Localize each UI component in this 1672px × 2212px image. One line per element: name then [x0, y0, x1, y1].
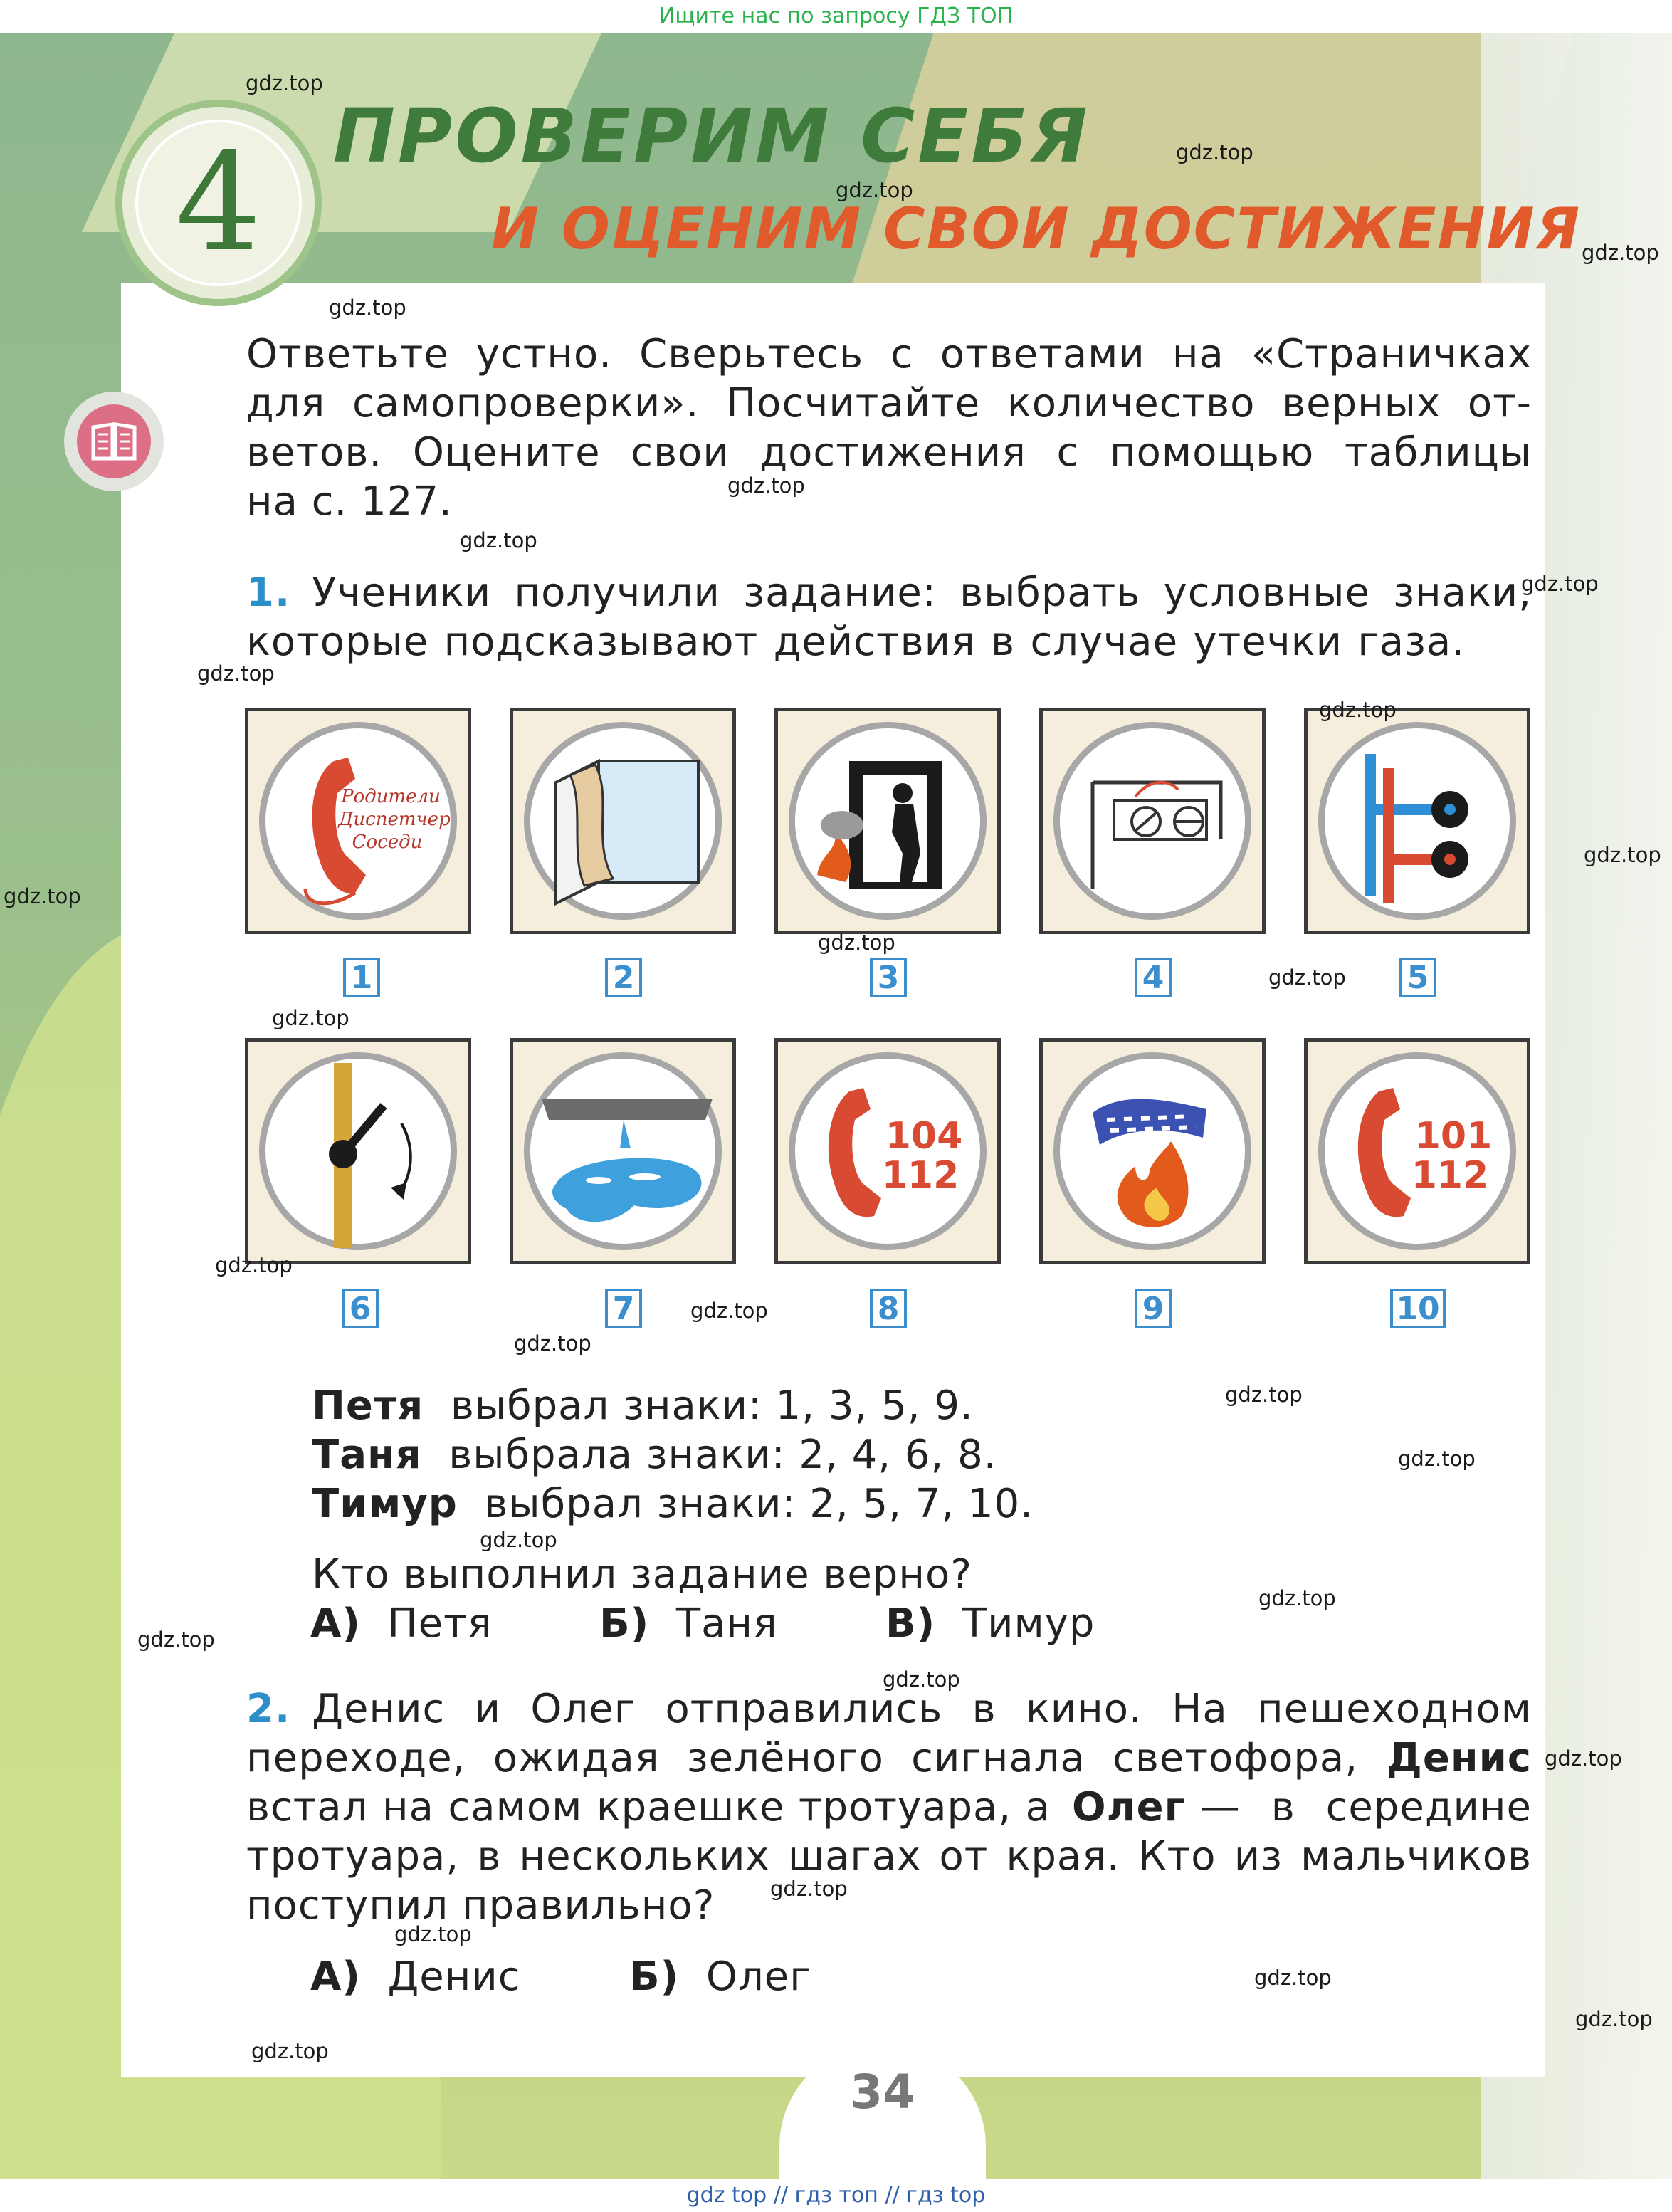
- sign-9: [1039, 1038, 1266, 1264]
- task1-text: Ученики получили задание: выбрать условные знаки,: [312, 570, 1532, 616]
- answer-option: В) Тимур: [885, 1600, 1095, 1647]
- close-gas-tap-icon: [248, 1042, 475, 1268]
- sign-label: 9: [1135, 1289, 1172, 1328]
- phone-emergency-icon: [778, 1042, 1004, 1268]
- sign-label: 3: [870, 958, 907, 997]
- open-window-icon: [513, 711, 740, 938]
- sign-6: [245, 1038, 471, 1264]
- book-icon: [64, 392, 164, 491]
- watermark: gdz.top: [1582, 241, 1659, 265]
- sign-8-text: 104: [885, 1115, 963, 1158]
- sign-3: [774, 708, 1001, 934]
- sign-10-text: 101: [1414, 1115, 1493, 1158]
- sign-4: [1039, 708, 1266, 934]
- watermark: gdz.top: [480, 1528, 557, 1552]
- student-name: Таня: [312, 1432, 422, 1478]
- sign-label: 6: [342, 1289, 379, 1328]
- watermark: gdz.top: [394, 1922, 472, 1946]
- phone-contacts-icon: [248, 711, 475, 938]
- leave-building-icon: [778, 711, 1004, 938]
- watermark: gdz.top: [690, 1299, 768, 1323]
- phone-fire-icon: [1308, 1042, 1534, 1268]
- sign-10-text: 112: [1411, 1154, 1489, 1197]
- chapter-number: 4: [175, 124, 262, 281]
- task1-question: Кто выполнил задание верно?: [312, 1551, 972, 1598]
- watermark: gdz.top: [1398, 1447, 1476, 1471]
- fire-blanket-icon: [1043, 1042, 1269, 1268]
- sign-label: 5: [1399, 958, 1436, 997]
- watermark: gdz.top: [818, 931, 895, 955]
- watermark: gdz.top: [137, 1627, 215, 1652]
- sign-1-text: Соседи: [352, 832, 423, 853]
- intro-line: для самопроверки». Посчитайте количество верных от-: [246, 380, 1532, 426]
- task1-number: 1.: [246, 570, 291, 616]
- intro-line: ветов. Оцените свои достижения с помощью таблицы: [246, 429, 1532, 476]
- sign-1: [245, 708, 471, 934]
- sign-7: [510, 1038, 736, 1264]
- watermark: gdz.top: [770, 1877, 848, 1901]
- student-name: Тимур: [312, 1481, 458, 1527]
- watermark: gdz.top: [883, 1667, 960, 1692]
- intro-line: на с. 127.: [246, 478, 453, 525]
- answer-option: А) Петя: [310, 1600, 493, 1647]
- answer-option: Б) Таня: [599, 1600, 778, 1647]
- watermark: gdz.top: [836, 178, 913, 202]
- close-gas-valves-icon: [1308, 711, 1534, 938]
- watermark: gdz.top: [1521, 572, 1599, 596]
- watermark: gdz.top: [1545, 1746, 1622, 1771]
- boy-name: Олег: [1072, 1784, 1186, 1830]
- bottom-banner: gdz top // гдз топ // гдз top: [0, 2179, 1672, 2212]
- task1-line1: [246, 570, 1532, 616]
- watermark: gdz.top: [197, 661, 275, 686]
- choice-line: Петя выбрал знаки: 1, 3, 5, 9.: [312, 1383, 974, 1429]
- watermark: gdz.top: [4, 884, 81, 908]
- watermark: gdz.top: [272, 1006, 349, 1030]
- sign-8: [774, 1038, 1001, 1264]
- water-leak-icon: [513, 1042, 740, 1268]
- sign-8-text: 112: [881, 1154, 959, 1197]
- sign-label: 4: [1135, 958, 1172, 997]
- student-name: Петя: [312, 1383, 424, 1429]
- task2-line2: переходе, ожидая зелёного сигнала светофора, Денис: [246, 1735, 1532, 1781]
- watermark: gdz.top: [1319, 698, 1397, 722]
- sign-2: [510, 708, 736, 934]
- watermark: gdz.top: [329, 295, 406, 320]
- watermark: gdz.top: [215, 1253, 293, 1277]
- watermark: gdz.top: [251, 2039, 329, 2063]
- watermark: gdz.top: [514, 1331, 591, 1356]
- sign-label: 1: [343, 958, 380, 997]
- switch-off-electricity-icon: [1043, 711, 1269, 938]
- top-banner: Ищите нас по запросу ГДЗ ТОП: [0, 0, 1672, 33]
- watermark: gdz.top: [1254, 1966, 1332, 1990]
- watermark: gdz.top: [1225, 1383, 1303, 1407]
- boy-name: Денис: [1387, 1735, 1532, 1781]
- sign-label: 8: [870, 1289, 907, 1328]
- sign-label: 2: [605, 958, 642, 997]
- watermark: gdz.top: [1268, 965, 1346, 990]
- watermark: gdz.top: [1258, 1586, 1336, 1610]
- sign-5: [1304, 708, 1530, 934]
- sign-1-text: Диспетчер: [338, 809, 451, 830]
- watermark: gdz.top: [1176, 140, 1253, 164]
- chapter-subtitle: И ОЦЕНИМ СВОИ ДОСТИЖЕНИЯ: [491, 196, 1582, 262]
- task2-line1: 2. Денис и Олег отправились в кино. На пешеходном: [246, 1686, 1532, 1732]
- answer-option: А) Денис: [310, 1954, 521, 2000]
- task2-line5: поступил правильно?: [246, 1882, 715, 1929]
- intro-line: Ответьте устно. Сверьтесь с ответами на «Страничках: [246, 331, 1532, 377]
- sign-label: 10: [1390, 1289, 1446, 1328]
- sign-10: [1304, 1038, 1530, 1264]
- task1-line2: которые подсказывают действия в случае утечки газа.: [246, 619, 1465, 665]
- answer-option: Б) Олег: [629, 1954, 811, 2000]
- sign-1-text: Родители: [341, 786, 441, 807]
- watermark: gdz.top: [1575, 2007, 1653, 2031]
- chapter-title: ПРОВЕРИМ СЕБЯ: [333, 93, 1090, 179]
- watermark: gdz.top: [727, 473, 805, 498]
- task2-line3: встал на самом краешке тротуара, а Олег — в середине: [246, 1784, 1532, 1830]
- watermark: gdz.top: [460, 528, 537, 552]
- choice-line: Таня выбрала знаки: 2, 4, 6, 8.: [312, 1432, 997, 1478]
- watermark: gdz.top: [246, 71, 323, 95]
- sign-label: 7: [605, 1289, 642, 1328]
- page-number: 34: [850, 2065, 915, 2119]
- watermark: gdz.top: [1584, 843, 1661, 867]
- task2-line4: тротуара, в нескольких шагах от края. Кто из мальчиков: [246, 1833, 1532, 1880]
- task2-number: 2.: [246, 1686, 291, 1732]
- choice-line: Тимур выбрал знаки: 2, 5, 7, 10.: [312, 1481, 1034, 1527]
